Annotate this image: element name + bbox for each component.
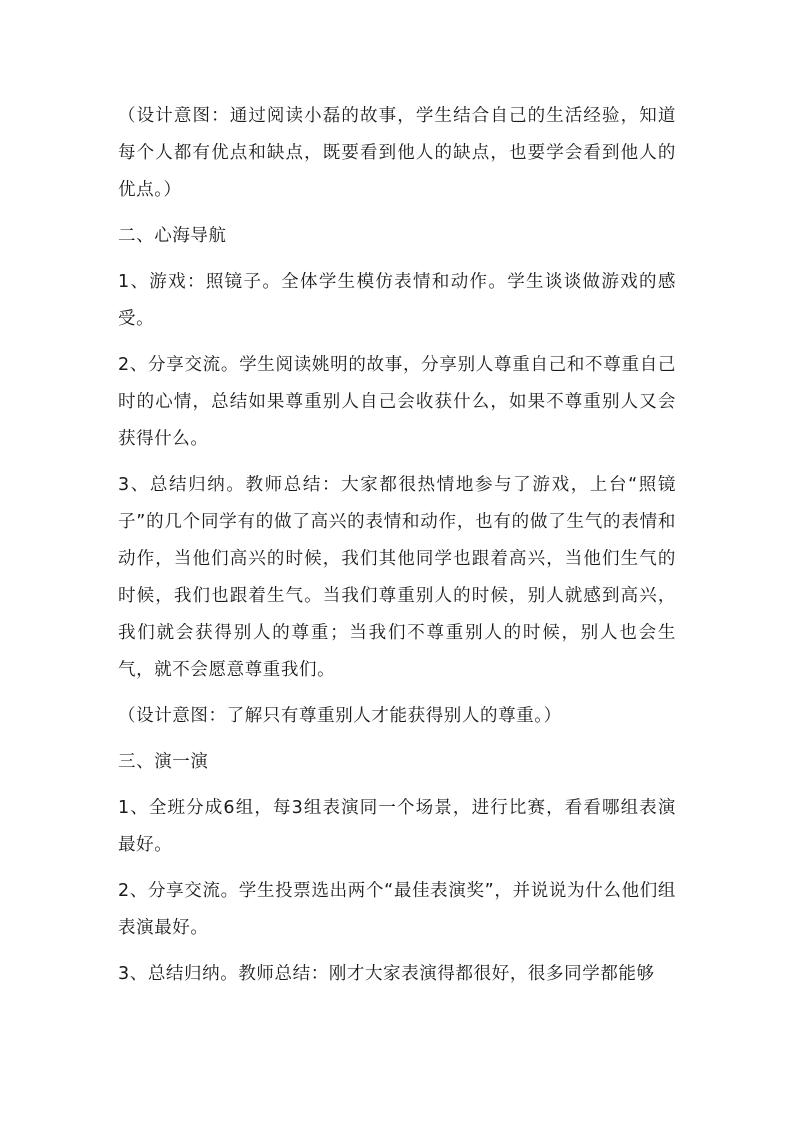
step-share-exchange: 2、分享交流。学生阅读姚明的故事，分享别人尊重自己和不尊重自己时的心情，总结如果尊重别人自己会收获什么，如果不尊重别人又会获得什么。 [118, 355, 676, 449]
step-summary-partial: 3、总结归纳。教师总结：刚才大家表演得都很好，很多同学都能够 [118, 964, 655, 984]
step-game-mirror: 1、游戏：照镜子。全体学生模仿表情和动作。学生谈谈做游戏的感受。 [118, 272, 676, 329]
design-intent-note: （设计意图：通过阅读小磊的故事，学生结合自己的生活经验，知道每个人都有优点和缺点，既要看到他人的缺点，也要学会看到他人的优点。） [118, 106, 676, 200]
step-share-vote: 2、分享交流。学生投票选出两个“最佳表演奖”，并说说为什么他们组表演最好。 [118, 881, 676, 938]
design-intent-note: （设计意图：了解只有尊重别人才能获得别人的尊重。） [118, 706, 562, 726]
step-group-performance: 1、全班分成6组，每3组表演同一个场景，进行比赛，看看哪组表演最好。 [118, 798, 676, 855]
document-body [118, 98, 676, 1002]
section-heading-heart-navigation: 二、心海导航 [118, 226, 227, 246]
section-heading-act-out: 三、演一演 [118, 752, 209, 772]
step-summary: 3、总结归纳。教师总结：大家都很热情地参与了游戏，上台“照镜子”的几个同学有的做了高兴的表情和动作，也有的做了生气的表情和动作，当他们高兴的时候，我们其他同学也跟着高兴，当他们生气的时候，我们也跟着生气。当我们尊重别人的时候，别人就感到高兴，我们就会获得别人的尊重；当我们不尊重别人的时候，别人也会生气，就不会愿意尊重我们。 [118, 475, 676, 680]
